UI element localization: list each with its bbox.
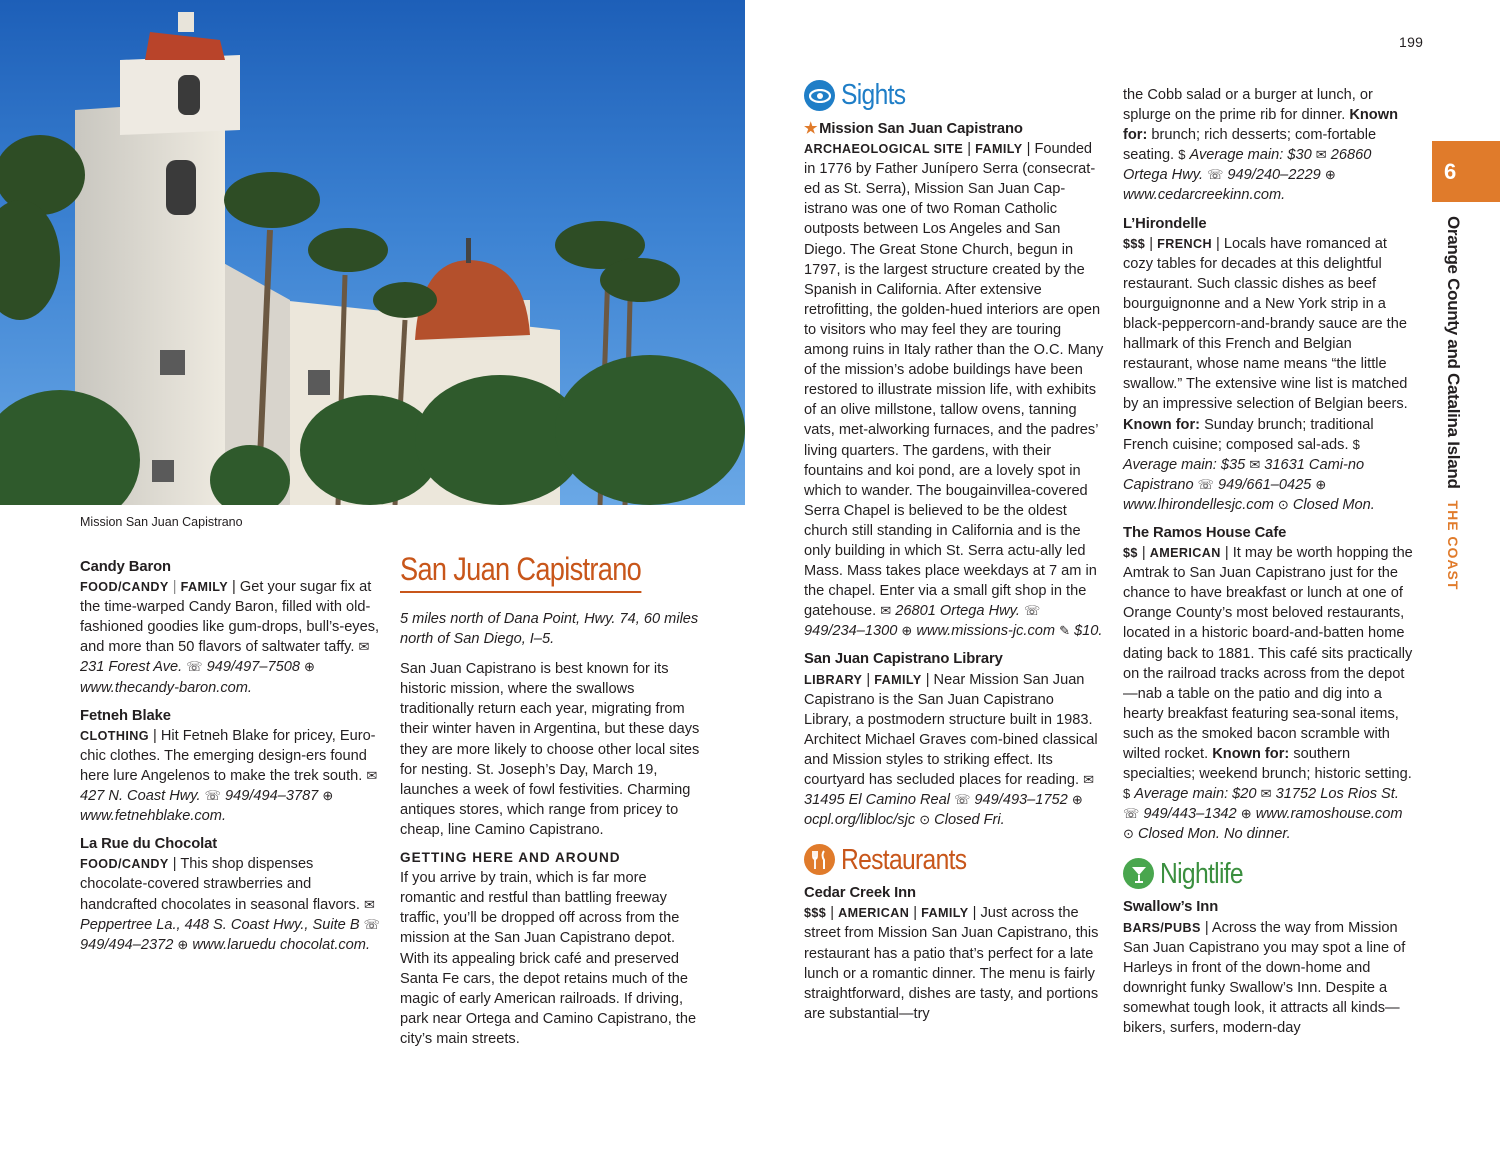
listing-category: BARS/PUBS bbox=[1123, 920, 1201, 935]
listing-web[interactable]: www.missions-jc.com bbox=[916, 623, 1056, 640]
phone-icon: ☏ bbox=[363, 916, 380, 932]
listing-address: 31631 Cami-no Capistrano bbox=[1123, 456, 1365, 493]
listing-category: $$$ bbox=[804, 906, 827, 921]
address-icon: ✉ bbox=[1249, 456, 1261, 472]
web-icon: ⊕ bbox=[1324, 167, 1336, 183]
listing-web[interactable]: www.ramoshouse.com bbox=[1255, 806, 1403, 823]
listing-category: FAMILY bbox=[874, 672, 922, 687]
listing-body: FOOD/CANDY | FAMILY | Get your sugar fix at the time-warped Candy Baron, filled with old-fashioned goodies like gum-drops, bull’s-eyes, and more than 50 flavors of saltwater taffy. ✉ 231 Forest Ave. ☏ 949/497–7508 ⊕ www.thecandy-baron.com. bbox=[80, 579, 380, 696]
listing-address: 31495 El Camino Real bbox=[804, 792, 951, 809]
listing-name: Cedar Creek Inn bbox=[804, 885, 916, 902]
clock-icon: ⊙ bbox=[1123, 826, 1134, 842]
phone-icon: ☏ bbox=[1207, 167, 1224, 183]
mission-photo bbox=[0, 0, 745, 505]
listing-text: Get your sugar fix at the time-warped Candy Baron, filled with old-fashioned goodies like gum-drops, bull’s-eyes, and more than 50 flavors of saltwater taffy. bbox=[80, 579, 380, 656]
web-icon: ⊕ bbox=[1071, 792, 1083, 808]
listing-text: This shop dispenses chocolate-covered strawberries and handcrafted chocolates in seasonal flavors. bbox=[80, 856, 360, 913]
address-icon: ✉ bbox=[363, 896, 375, 912]
listing-category: FRENCH bbox=[1157, 236, 1212, 251]
getting-here-heading: GETTING HERE AND AROUND bbox=[400, 850, 621, 866]
listing-text: Across the way from Mission San Juan Capistrano you may spot a line of Harleys in front of the down-home and downright funky Swallow’s Inn. Despite a somewhat tough look, it attracts all kinds—bikers, surfers, modern-day bbox=[1123, 919, 1406, 1037]
town-title: San Juan Capistrano bbox=[400, 550, 641, 593]
listing-category: FAMILY bbox=[921, 906, 969, 921]
web-icon: ⊕ bbox=[304, 659, 315, 675]
listing-web[interactable]: www.laruedu chocolat.com. bbox=[192, 936, 371, 953]
listing-category: $$ bbox=[1123, 546, 1138, 561]
clock-icon: ⊙ bbox=[919, 812, 931, 828]
listing-category: FAMILY bbox=[180, 580, 228, 595]
listing-body: CLOTHING | Hit Fetneh Blake for pricey, Euro-chic clothes. The emerging design-ers found here lure Angelenos to make the trek south. ✉ 427 N. Coast Hwy. ☏ 949/494–3787 ⊕ www.fetnehblake.com. bbox=[80, 727, 378, 825]
listing-body bbox=[1123, 85, 1413, 206]
address-icon: ✉ bbox=[880, 603, 892, 619]
listing-address: 26860 Ortega Hwy. bbox=[1123, 147, 1372, 184]
phone-icon: ☏ bbox=[954, 792, 971, 808]
fork-knife-icon bbox=[804, 844, 835, 875]
listing-body: BARS/PUBS | Across the way from Mission San Juan Capistrano you may spot a line of Harleys in front of the down-home and downright funky Swallow’s Inn. Despite a somewhat tough look, it attracts all kinds—bikers, surfers, modern-day bbox=[1123, 919, 1406, 1037]
listing-web[interactable]: www.thecandy-baron.com. bbox=[80, 679, 252, 696]
listing-hours: Closed Fri. bbox=[934, 812, 1005, 829]
column-restaurants-nightlife bbox=[1123, 85, 1413, 1038]
listing-text: Just across the street from Mission San Juan Capistrano, this restaurant has a patio that’s perfect for a late lunch or a romantic dinner. The menu is fairly straightforward, dishes are tasty, and portions are substantial—try bbox=[804, 905, 1099, 1022]
listing-body: $$$ | AMERICAN | FAMILY | Just across the street from Mission San Juan Capistrano, this restaurant has a patio that’s perfect for a late lunch or a romantic dinner. The menu is fairly straightforward, dishes are tasty, and portions are substantial—try bbox=[804, 905, 1099, 1022]
restaurants-heading bbox=[804, 844, 1104, 875]
listing-category: ARCHAEOLOGICAL SITE bbox=[804, 142, 964, 157]
restaurants-label: Restaurants bbox=[841, 843, 967, 876]
known-for-text: southern specialties; weekend brunch; historic setting. bbox=[1123, 746, 1412, 783]
listing-name: Fetneh Blake bbox=[80, 707, 171, 724]
phone-icon: ☏ bbox=[186, 659, 203, 675]
listing-address: 231 Forest Ave. bbox=[80, 659, 183, 676]
listing-body: FOOD/CANDY | This shop dispenses chocolate-covered strawberries and handcrafted chocolates in seasonal flavors. ✉ Peppertree La., 448 S. Coast Hwy., Suite B ☏ 949/494–2372 ⊕ www.laruedu chocolat.com. bbox=[80, 856, 380, 953]
listing-name: La Rue du Chocolat bbox=[80, 836, 218, 853]
column-town-intro bbox=[400, 550, 700, 1049]
listing-category: $$$ bbox=[1123, 236, 1146, 251]
known-for-text: Sunday brunch; traditional French cuisine; composed sal-ads. bbox=[1123, 416, 1374, 453]
listing-average: Average main: $30 bbox=[1189, 147, 1312, 164]
listing-address: 31752 Los Rios St. bbox=[1275, 786, 1399, 803]
listing-name-text: Mission San Juan Capistrano bbox=[819, 121, 1023, 137]
getting-here-text: If you arrive by train, which is far more romantic and restful than battling freeway traffic, you’ll be dropped off across from the mission at the San Juan Capistrano depot. With its appealing brick café and preserved Santa Fe cars, the depot retains much of the magic of early American railroads. If driving, park near Ortega and Camino Capistrano, the city’s main streets. bbox=[400, 870, 697, 1047]
listing-address: 26801 Ortega Hwy. bbox=[895, 603, 1020, 620]
town-intro: San Juan Capistrano is best known for its historic mission, where the swallows traditionally return each year, migrating from their winter haven in Argentina, but these days they are more likely to choose other local sites for nesting. St. Joseph’s Day, March 19, launches a week of fowl festivities. Charming antiques stores, which range from pricey to cheap, line Camino Capistrano. bbox=[400, 661, 700, 838]
listing-web[interactable]: www.fetnehblake.com. bbox=[80, 808, 227, 825]
address-icon: ✉ bbox=[1315, 147, 1327, 163]
known-for-label: Known for: bbox=[1123, 416, 1201, 433]
chapter-title: Orange County and Catalina Island bbox=[1444, 216, 1463, 489]
address-icon: ✉ bbox=[366, 767, 378, 783]
listing-text: Founded in 1776 by Father Junípero Serra (consecrat-ed as St. Serra), Mission San Juan Cap-istrano was one of two Roman Catholic outposts between Los Angeles and San Diego. The Great Stone Church, begun in 1797, is the largest structure created by the Spanish in California. After extensive retrofitting, the golden-hued interiors are open to visitors who may feel they are touring among ruins in Italy rather than the O.C. Many of the mission’s adobe buildings have been restored to illustrate mission life, with exhibits of an olive millstone, tallow ovens, tanning vats, met-alworking furnaces, and the padres’ living quarters. The gardens, with their fountains and koi pond, are a lovely spot in which to wander. The bougainvillea-covered Serra Chapel is believed to be the oldest church still standing in California and is the only building in which St. Serra actu-ally led Mass. Mass takes place weekdays at 7 am in the chapel. Enter via a small gift shop in the gatehouse. bbox=[804, 141, 1104, 620]
listing-category: AMERICAN bbox=[838, 906, 910, 921]
listing-category: LIBRARY bbox=[804, 672, 863, 687]
listing-web[interactable]: ocpl.org/libloc/sjc bbox=[804, 812, 916, 829]
phone-icon: ☏ bbox=[1023, 603, 1041, 619]
nightlife-label: Nightlife bbox=[1160, 857, 1243, 890]
listing-phone: 949/493–1752 bbox=[974, 792, 1068, 809]
listing-price: $10. bbox=[1074, 623, 1103, 640]
listing-body: $$ | AMERICAN | It may be worth hopping the Amtrak to San Juan Capistrano just for the chance to have breakfast or lunch at one of Orange County’s most beloved restaurants, located in a historic board-and-batten home dating back to 1881. This café sits practically on the railroad tracks across from the depot—nab a table on the patio and dig into a hearty breakfast featuring sea-sonal items, such as the smoked bacon scramble with wilted rocket. Known for: southern specialties; weekend brunch; historic setting. $ Average main: $20 ✉ 31752 Los Rios St. ☏ 949/443–1342 ⊕ www.ramoshouse.com ⊙ Closed Mon. No dinner. bbox=[1123, 545, 1413, 843]
column-shopping bbox=[80, 557, 380, 955]
listing-web[interactable]: www.lhirondellesjc.com bbox=[1123, 496, 1274, 513]
listing-phone: 949/494–3787 bbox=[224, 788, 319, 805]
price-icon: $ bbox=[1178, 147, 1186, 163]
listing-phone: 949/240–2229 bbox=[1227, 167, 1321, 184]
phone-icon: ☏ bbox=[1197, 476, 1214, 492]
listing-text: Locals have romanced at cozy tables for decades at this delightful restaurant. Such classic dishes as beef bourguignonne and a New York strip in a black-peppercorn-and-brandy sauce are the hallmark of this French and Belgian restaurant, whose name means “the little swallow.” The extensive wine list is matched by an impressive selection of Belgian beers. bbox=[1123, 235, 1408, 413]
clock-icon: ⊙ bbox=[1277, 496, 1289, 512]
web-icon: ⊕ bbox=[177, 936, 189, 952]
listing-category: FAMILY bbox=[975, 142, 1023, 157]
chapter-number-tab: 6 bbox=[1432, 141, 1500, 202]
web-icon: ⊕ bbox=[1315, 476, 1327, 492]
listing-name: The Ramos House Cafe bbox=[1123, 524, 1287, 541]
chapter-side-title bbox=[1437, 216, 1467, 591]
listing-name: Swallow’s Inn bbox=[1123, 899, 1219, 916]
listing-body: $$$ | FRENCH | Locals have romanced at cozy tables for decades at this delightful restaurant. Such classic dishes as beef bourguignonne and a New York strip in a black-peppercorn-and-brandy sauce are the hallmark of this French and Belgian restaurant, whose name means “the little swallow.” The extensive wine list is matched by an impressive selection of Belgian beers. Known for: Sunday brunch; traditional French cuisine; composed sal-ads. $ Average main: $35 ✉ 31631 Cami-no Capistrano ☏ 949/661–0425 ⊕ www.lhirondellesjc.com ⊙ Closed Mon. bbox=[1123, 235, 1408, 513]
photo-caption: Mission San Juan Capistrano bbox=[80, 515, 243, 529]
listing-text: Hit Fetneh Blake for pricey, Euro-chic clothes. The emerging design-ers found here lure Angelenos to make the trek south. bbox=[80, 727, 376, 784]
listing-body: LIBRARY | FAMILY | Near Mission San Juan Capistrano is the San Juan Capistrano Library, a postmodern structure built in 1983. Architect Michael Graves com-bined classical and Mission styles to striking effect. Its courtyard has secluded places for reading. ✉ 31495 El Camino Real ☏ 949/493–1752 ⊕ ocpl.org/libloc/sjc ⊙ Closed Fri. bbox=[804, 671, 1098, 829]
listing-phone: 949/494–2372 bbox=[80, 936, 174, 953]
listing-average: Average main: $35 bbox=[1123, 456, 1246, 473]
listing-category: FOOD/CANDY bbox=[80, 857, 169, 872]
web-icon: ⊕ bbox=[1240, 806, 1252, 822]
listing-address: 427 N. Coast Hwy. bbox=[80, 788, 201, 805]
sights-heading bbox=[804, 80, 1104, 111]
listing-hours: Closed Mon. No dinner. bbox=[1137, 826, 1291, 843]
listing-phone: 949/443–1342 bbox=[1143, 806, 1237, 823]
listing-text: Near Mission San Juan Capistrano is the San Juan Capistrano Library, a postmodern structure built in 1983. Architect Michael Graves com-bined classical and Mission styles to striking effect. Its courtyard has secluded places for reading. bbox=[804, 671, 1098, 788]
listing-text: the Cobb salad or a burger at lunch, or splurge on the prime rib for dinner. bbox=[1123, 87, 1373, 124]
known-for-label: Known for: bbox=[1123, 107, 1398, 144]
web-icon: ⊕ bbox=[322, 788, 334, 804]
town-location: 5 miles north of Dana Point, Hwy. 74, 60 miles north of San Diego, I–5. bbox=[400, 611, 699, 648]
listing-address: Peppertree La., 448 S. Coast Hwy., Suite B bbox=[80, 916, 360, 933]
address-icon: ✉ bbox=[358, 639, 370, 655]
ticket-icon: ✎ bbox=[1059, 623, 1070, 639]
listing-text: It may be worth hopping the Amtrak to San Juan Capistrano just for the chance to have breakfast or lunch at one of Orange County’s most beloved restaurants, located in a historic board-and-batten home dating back to 1881. This café sits practically on the railroad tracks across from the depot—nab a table on the patio and dig into a hearty breakfast featuring sea-sonal items, such as the smoked bacon scramble with wilted rocket. bbox=[1123, 545, 1413, 762]
listing-category: CLOTHING bbox=[80, 728, 149, 743]
address-icon: ✉ bbox=[1083, 772, 1094, 787]
listing-name bbox=[804, 119, 1104, 139]
nightlife-heading bbox=[1123, 858, 1413, 889]
listing-hours: Closed Mon. bbox=[1292, 496, 1375, 513]
phone-icon: ☏ bbox=[204, 788, 221, 804]
listing-phone: 949/497–7508 bbox=[206, 659, 300, 676]
listing-name: Candy Baron bbox=[80, 559, 171, 575]
cocktail-icon bbox=[1123, 858, 1154, 889]
address-icon: ✉ bbox=[1260, 786, 1272, 802]
price-icon: $ bbox=[1352, 436, 1360, 452]
web-icon: ⊕ bbox=[901, 623, 913, 639]
listing-body: ARCHAEOLOGICAL SITE | FAMILY | Founded in 1776 by Father Junípero Serra (consecrat-ed as St. Serra), Mission San Juan Cap-istrano was one of two Roman Catholic outposts between Los Angeles and San Diego. The Great Stone Church, begun in 1797, is the largest structure created by the Spanish in California. After extensive retrofitting, the golden-hued interiors are open to visitors who may feel they are touring among ruins in Italy rather than the O.C. Many of the mission’s adobe buildings have been restored to illustrate mission life, with exhibits of an olive millstone, tallow ovens, tanning vats, met-alworking furnaces, and the padres’ living quarters. The gardens, with their fountains and koi pond, are a lovely spot in which to wander. The bougainvillea-covered Serra Chapel is believed to be the oldest church still standing in California and is the only building in which St. Serra actu-ally led Mass. Mass takes place weekdays at 7 am in the chapel. Enter via a small gift shop in the gatehouse. ✉ 26801 Ortega Hwy. ☏ 949/234–1300 ⊕ www.missions-jc.com ✎ $10. bbox=[804, 141, 1104, 640]
listing-phone: 949/661–0425 bbox=[1217, 476, 1312, 493]
star-icon: ★ bbox=[804, 121, 818, 137]
listing-phone: 949/234–1300 bbox=[804, 623, 898, 640]
page-number: 199 bbox=[1399, 34, 1424, 50]
sights-label: Sights bbox=[841, 79, 906, 112]
listing-name: L’Hirondelle bbox=[1123, 215, 1207, 232]
listing-name: San Juan Capistrano Library bbox=[804, 651, 1003, 668]
listing-average: Average main: $20 bbox=[1134, 786, 1257, 803]
eye-icon bbox=[804, 80, 835, 111]
price-icon: $ bbox=[1123, 786, 1131, 802]
known-for-label: Known for: bbox=[1212, 746, 1290, 762]
column-sights bbox=[804, 80, 1104, 1024]
listing-web[interactable]: www.cedarcreekinn.com. bbox=[1123, 187, 1286, 204]
listing-category: AMERICAN bbox=[1149, 546, 1221, 561]
listing-category: FOOD/CANDY bbox=[80, 580, 169, 595]
chapter-section: THE COAST bbox=[1445, 500, 1461, 591]
known-for-text: brunch; rich desserts; com-fortable seating. bbox=[1123, 127, 1377, 164]
phone-icon: ☏ bbox=[1123, 806, 1140, 822]
